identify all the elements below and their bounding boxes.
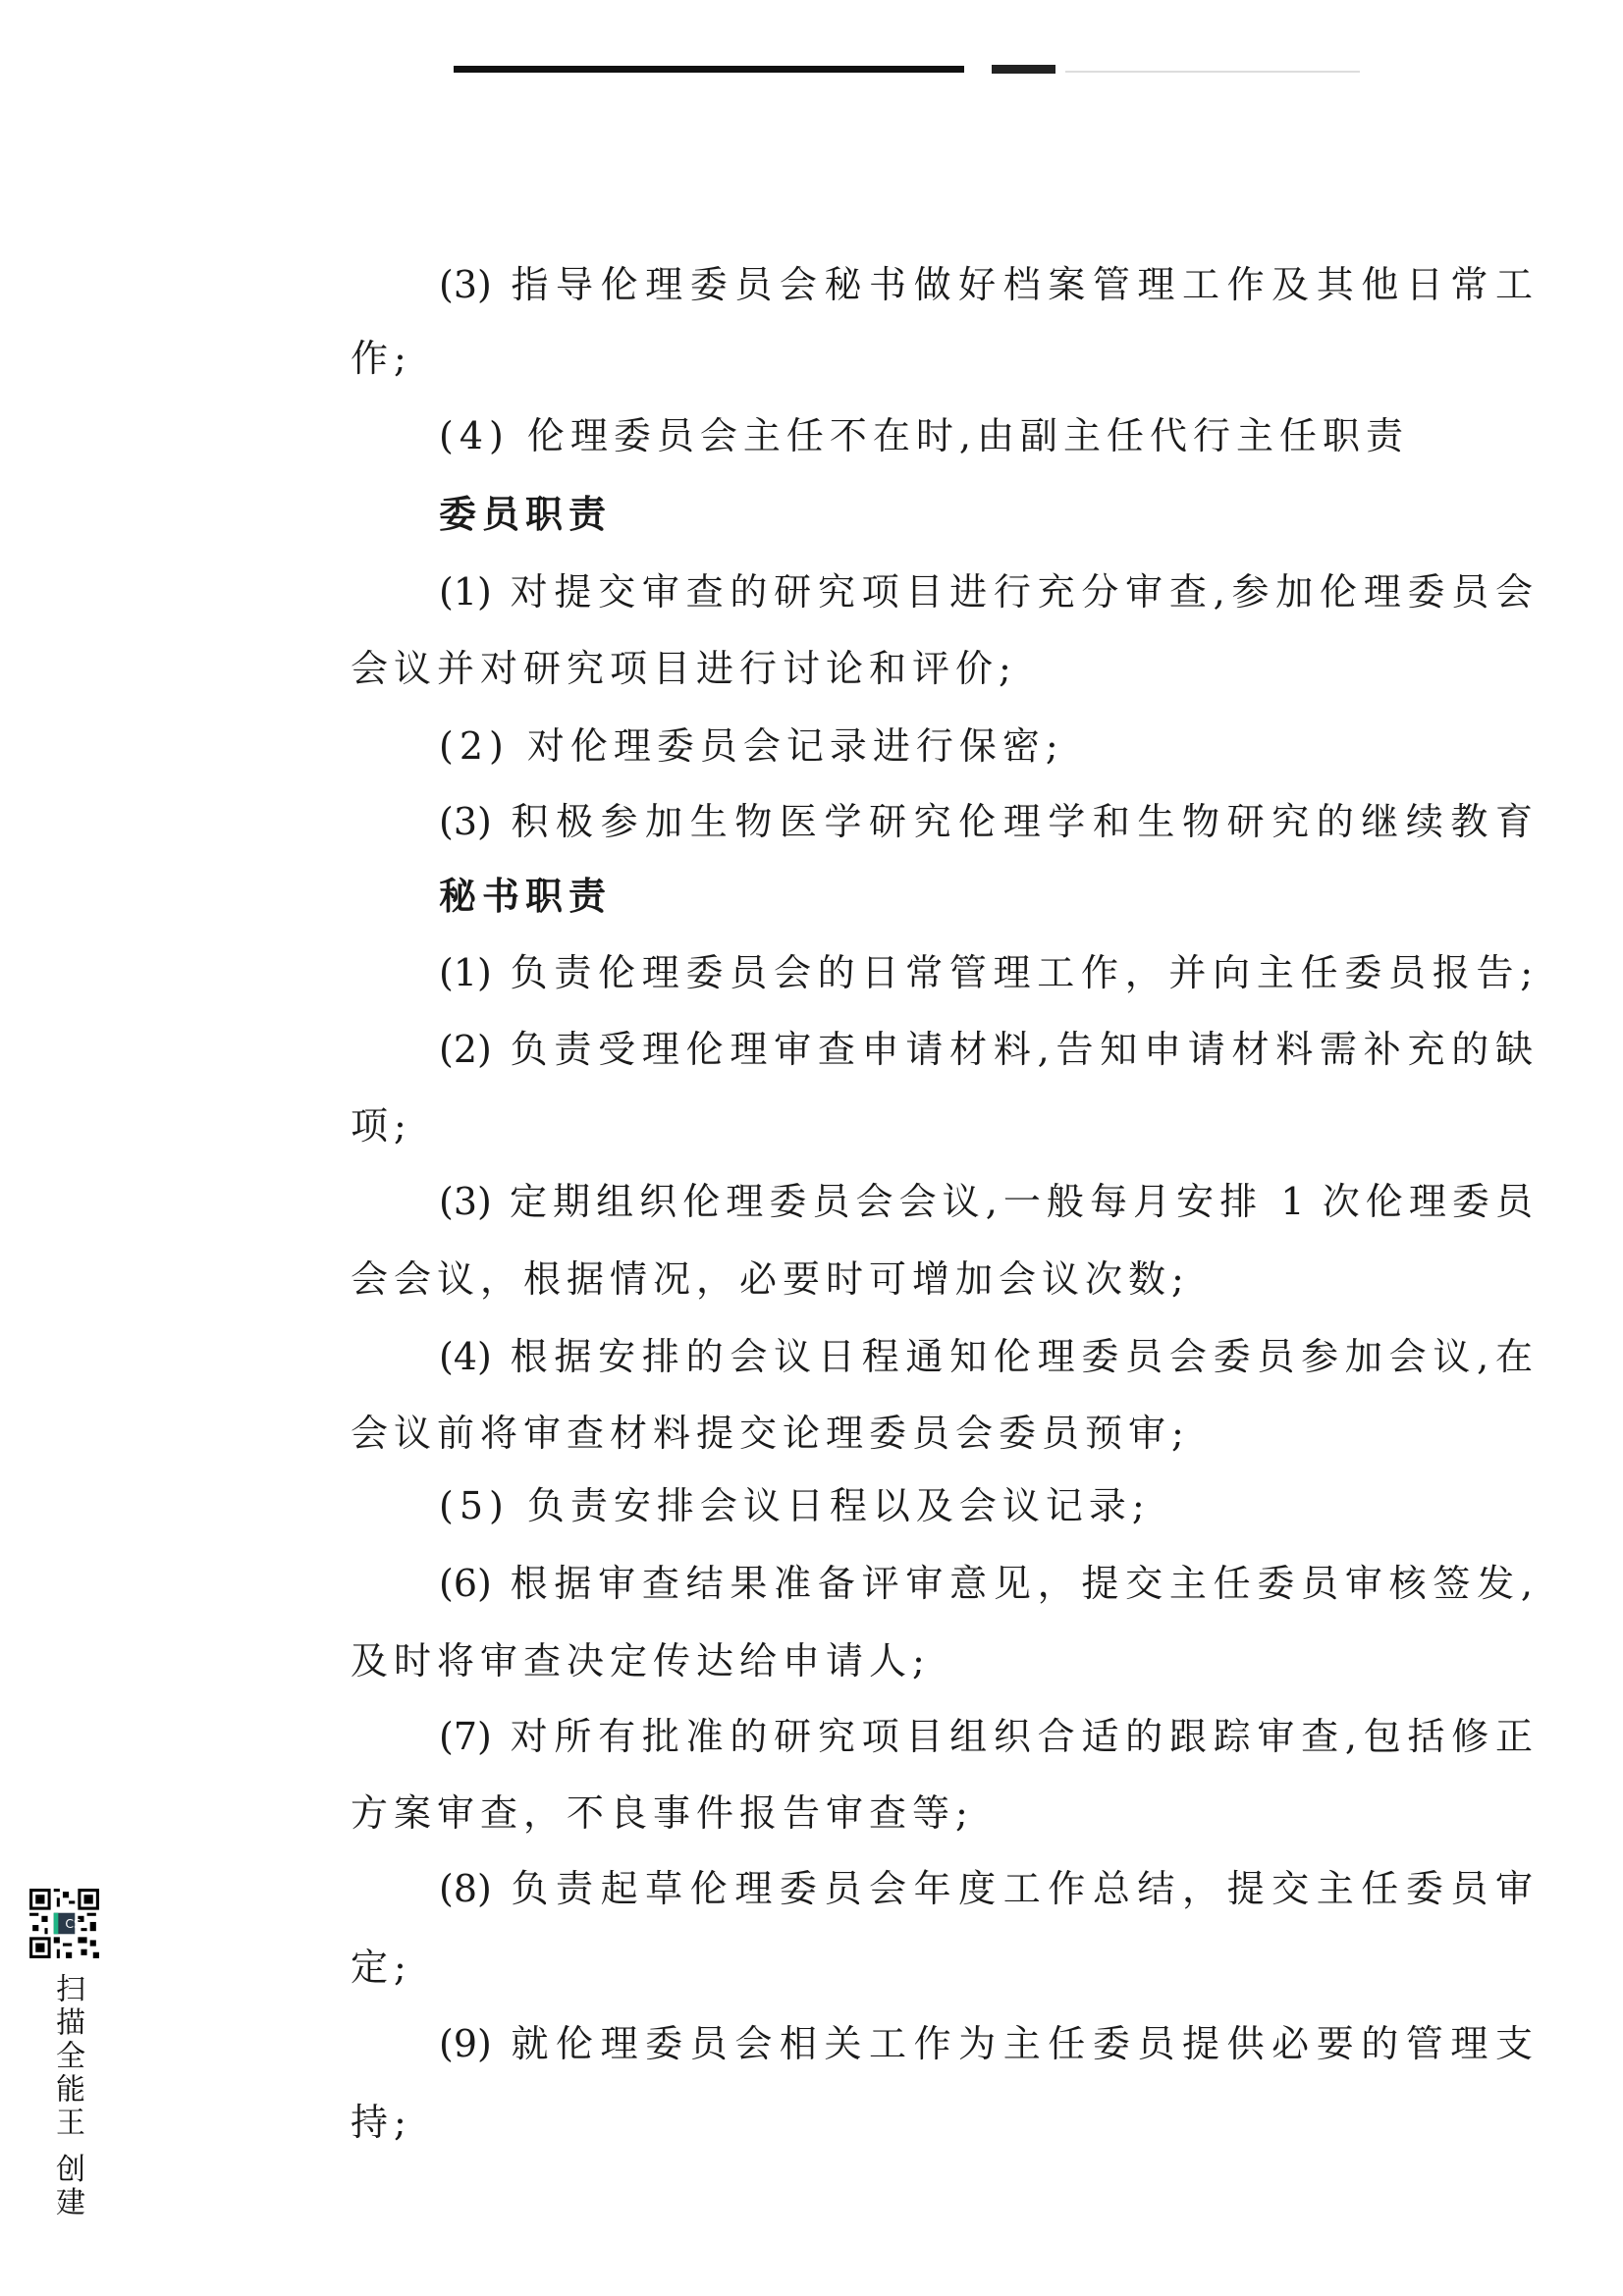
paragraph-line: (5) 负责安排会议日程以及会议记录; [439,1484,1151,1527]
qr-code-icon [27,1886,102,1961]
paragraph-line: 项; [351,1104,412,1148]
paragraph-line: 会会议，根据情况，必要时可增加会议次数; [351,1257,1190,1301]
paragraph-line: 方案审查，不良事件报告审查等; [351,1791,974,1835]
paragraph-line: 作; [351,337,412,380]
paragraph-line: 及时将审查决定传达给申请人; [351,1639,931,1682]
paragraph-line: (2) 对伦理委员会记录进行保密; [439,724,1064,768]
paragraph-line: (6) 根据审查结果准备评审意见，提交主任委员审核签发, [439,1562,1533,1605]
paragraph-line: 定; [351,1946,412,1989]
scan-top-edge-mark [992,65,1055,74]
paragraph-line: (3) 定期组织伦理委员会会议,一般每月安排 1 次伦理委员 [439,1180,1533,1223]
paragraph-line: (4) 伦理委员会主任不在时,由副主任代行主任职责 [439,414,1409,457]
paragraph-line: (9) 就伦理委员会相关工作为主任委员提供必要的管理支 [439,2022,1533,2065]
paragraph-line: (3) 积极参加生物医学研究伦理学和生物研究的继续教育 [439,800,1533,843]
section-heading-member-duties: 委员职责 [439,492,613,536]
paragraph-line: (7) 对所有批准的研究项目组织合适的跟踪审查,包括修正 [439,1715,1533,1758]
scanner-watermark: 扫描全能王 创建 [50,1973,84,2220]
paragraph-line: (2) 负责受理伦理审查申请材料,告知申请材料需补充的缺 [439,1028,1533,1071]
paragraph-line: (1) 负责伦理委员会的日常管理工作，并向主任委员报告; [439,951,1533,994]
paragraph-line: (8) 负责起草伦理委员会年度工作总结，提交主任委员审 [439,1867,1533,1910]
paragraph-line: (3) 指导伦理委员会秘书做好档案管理工作及其他日常工 [439,263,1533,306]
scan-top-edge-line [454,66,964,73]
paragraph-line: 持; [351,2101,412,2144]
qr-logo-label: CS [65,1917,81,1932]
section-heading-secretary-duties: 秘书职责 [439,874,613,918]
paragraph-line: (4) 根据安排的会议日程通知伦理委员会委员参加会议,在 [439,1335,1533,1378]
paragraph-line: 会议并对研究项目进行讨论和评价; [351,647,1017,690]
paragraph-line: 会议前将审查材料提交论理委员会委员预审; [351,1412,1190,1455]
paragraph-line: (1) 对提交审查的研究项目进行充分审查,参加伦理委员会 [439,570,1533,614]
scan-faint-line [1065,71,1360,73]
